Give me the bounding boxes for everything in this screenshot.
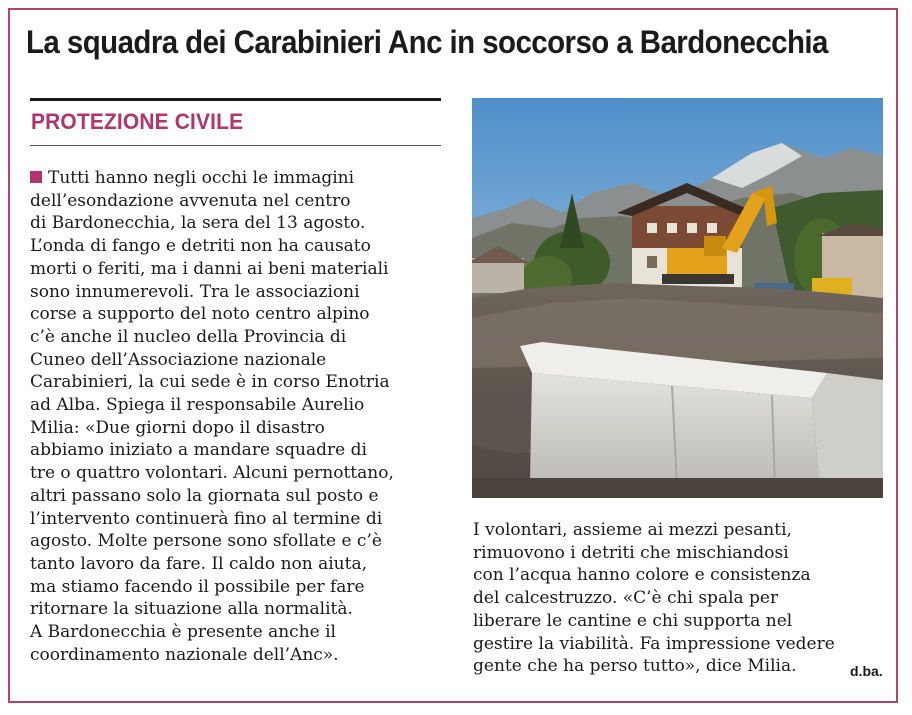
body-line: A Bardonecchia è presente anche il [30,622,336,643]
body-line: abbiamo iniziato a mandare squadre di [30,440,367,461]
body-line: c’è anche il nucleo della Provincia di [30,326,347,347]
photo-caption [473,519,893,678]
body-line: sono innumerevoli. Tra le associazioni [30,281,360,302]
news-photo [472,98,883,498]
author-signature: d.ba. [850,663,883,679]
body-line: ma stiamo facendo il possibile per fare [30,576,365,597]
body-line: ad Alba. Spiega il responsabile Aurelio [30,395,365,416]
caption-line: gente che ha perso tutto», dice Milia. [473,656,797,677]
body-line: di Bardonecchia, la sera del 13 agosto. [30,213,366,234]
body-line: tre o quattro volontari. Alcuni pernottano, [30,463,394,484]
flood-debris-photo [472,98,883,498]
body-line: tanto lavoro da fare. Il caldo non aiuta, [30,553,368,574]
body-line: morti o feriti, ma i danni ai beni materiali [30,258,389,279]
caption-line: con l’acqua hanno colore e consistenza [473,565,811,586]
body-line: dell’esondazione avvenuta nel centro [30,190,351,211]
body-line: ritornare la situazione alla normalità. [30,599,353,620]
section-rule-bottom [30,145,441,146]
caption-line: I volontari, assieme ai mezzi pesanti, [473,520,792,540]
body-line-1: Tutti hanno negli occhi le immagini [30,167,450,190]
body-line: Carabinieri, la cui sede è in corso Enotria [30,372,390,393]
caption-line: rimuovono i detriti che mischiandosi [473,542,789,563]
body-line: agosto. Molte persone sono sfollate e c’è [30,531,382,552]
caption-line: gestire la viabilità. Fa impressione vedere [473,633,835,654]
body-line: coordinamento nazionale dell’Anc». [30,644,339,665]
body-line: Cuneo dell’Associazione nazionale [30,349,327,370]
body-line: corse a supporto del noto centro alpino [30,304,370,325]
article-body [30,167,450,666]
body-line: altri passano solo la giornata sul posto e [30,485,379,506]
headline: La squadra dei Carabinieri Anc in soccorso a Bardonecchia [26,24,828,60]
section-label: PROTEZIONE CIVILE [31,109,244,134]
section-rule-top [30,98,441,101]
body-line: l’intervento continuerà fino al termine di [30,508,383,529]
caption-line: liberare le cantine e chi supporta nel [473,610,793,631]
caption-line: del calcestruzzo. «C’è chi spala per [473,588,779,609]
body-line: L’onda di fango e detriti non ha causato [30,236,371,257]
body-line: Milia: «Due giorni dopo il disastro [30,417,325,438]
paragraph-marker-icon [30,171,42,183]
